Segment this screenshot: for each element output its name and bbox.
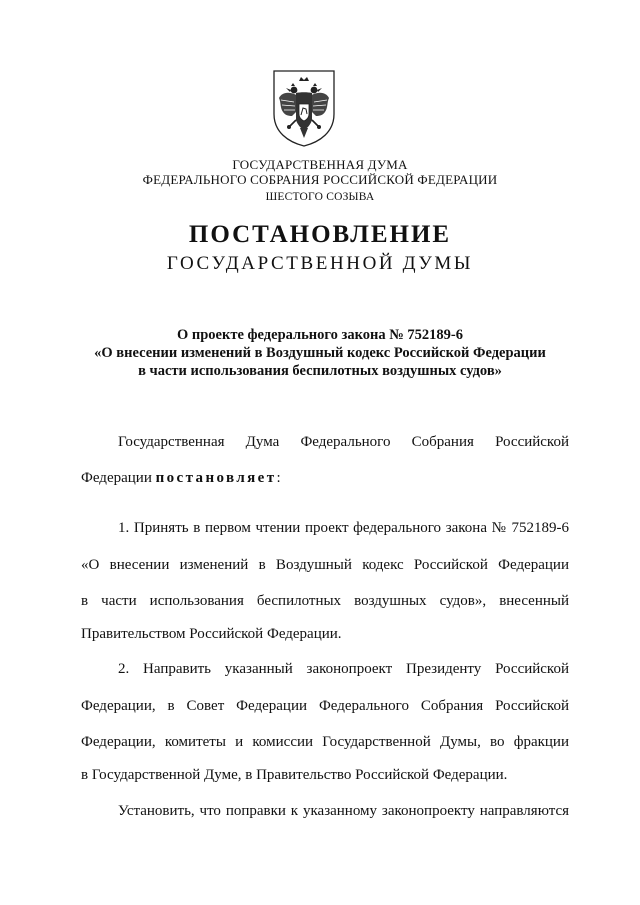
header-line-assembly: ФЕДЕРАЛЬНОГО СОБРАНИЯ РОССИЙСКОЙ ФЕДЕРАЦИИ [142, 172, 498, 187]
p1-line-2: «О внесении изменений в Воздушный кодекс Российской Федерации [81, 557, 569, 573]
p3-line-1: Установить, что поправки к указанному законопроекту направляются [118, 803, 569, 819]
intro-line-1: Государственная Дума Федерального Собрания Российской [118, 434, 569, 450]
coat-of-arms-icon [270, 68, 338, 148]
subject-line-1: О проекте федерального закона № 752189-6 [176, 327, 464, 343]
p2-line-2: Федерации, в Совет Федерации Федерального Собрания Российской [81, 698, 569, 714]
document-title: ПОСТАНОВЛЕНИЕ [188, 221, 452, 248]
p2-line-4: в Государственной Думе, в Правительство Российской Федерации. [81, 767, 508, 783]
subject-line-2: «О внесении изменений в Воздушный кодекс Российской Федерации [94, 345, 546, 361]
intro-line-2-end: : [276, 470, 281, 486]
p1-line-1: 1. Принять в первом чтении проект федерального закона № 752189-6 [118, 520, 569, 536]
header-line-convocation: ШЕСТОГО СОЗЫВА [265, 191, 375, 203]
resolves-word: постановляет [155, 470, 277, 486]
p1-line-4: Правительством Российской Федерации. [81, 626, 342, 642]
p2-line-1: 2. Направить указанный законопроект Президенту Российской [118, 661, 569, 677]
subject-line-3: в части использования беспилотных воздушных судов» [138, 363, 502, 379]
document-subtitle: ГОСУДАРСТВЕННОЙ ДУМЫ [166, 253, 474, 274]
p2-line-3: Федерации, комитеты и комиссии Государственной Думы, во фракции [81, 734, 569, 750]
intro-line-2-start: Федерации [81, 470, 156, 486]
header-line-duma: ГОСУДАРСТВЕННАЯ ДУМА [232, 157, 408, 172]
intro-line-2 [81, 469, 569, 487]
p1-line-3: в части использования беспилотных воздушных судов», внесенный [81, 593, 569, 609]
